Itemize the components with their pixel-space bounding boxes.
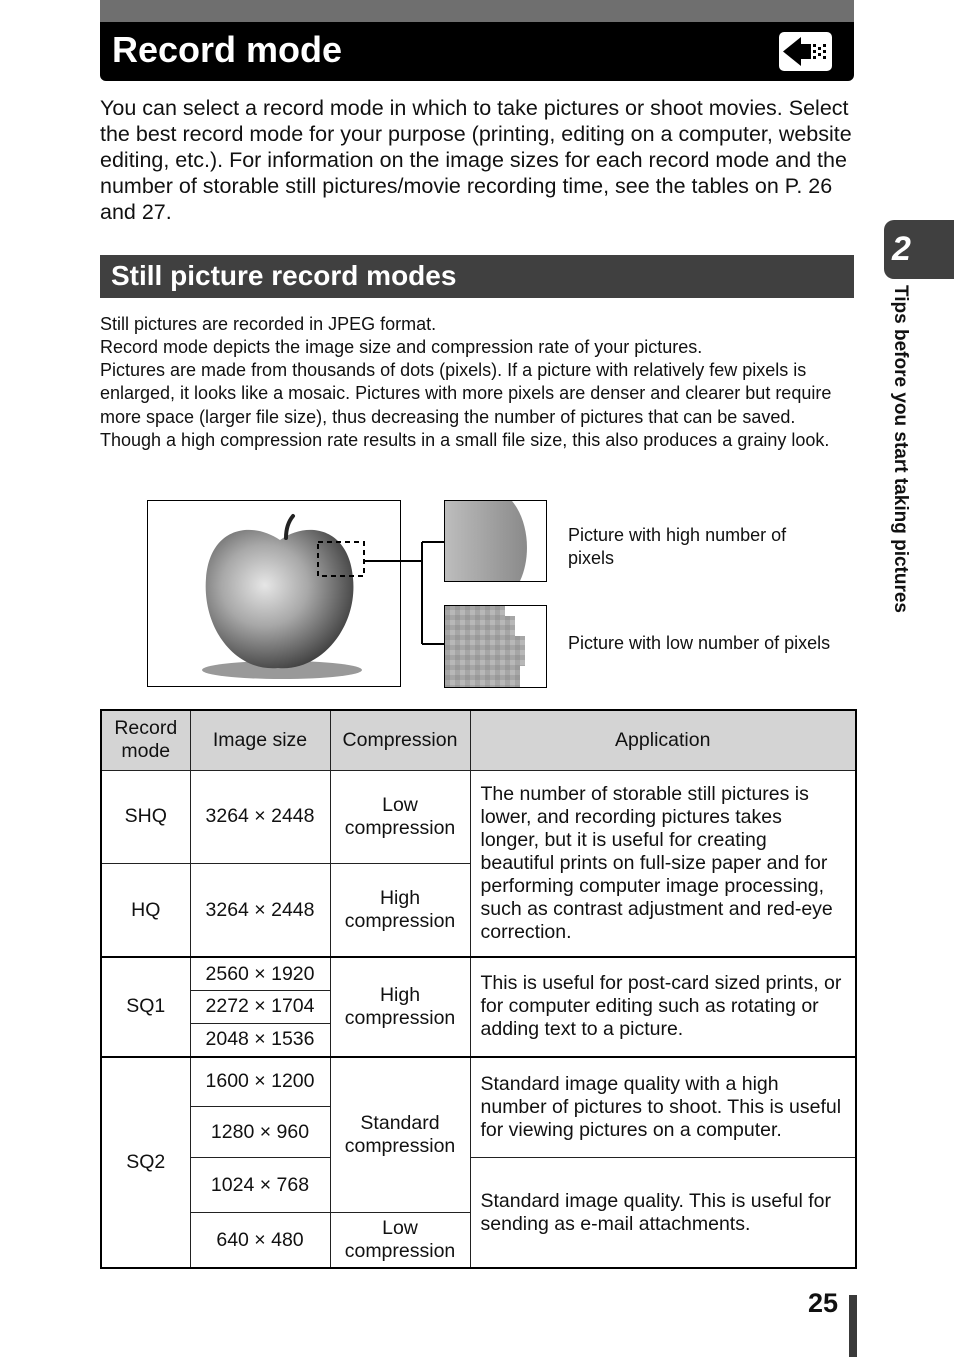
apple-body (206, 530, 354, 668)
cell-application: Standard image quality with a high number of pictures to shoot. This is useful for viewing pictures on a computer. (470, 1057, 856, 1158)
cell-size: 2560 × 1920 (190, 957, 330, 990)
label-low-pixels: Picture with low number of pixels (568, 633, 831, 653)
page-number-rule (849, 1295, 857, 1357)
body-paragraph-jpeg: Still pictures are recorded in JPEG format. (100, 314, 437, 334)
cell-compression: Standard compression (330, 1057, 470, 1213)
cell-size: 3264 × 2448 (190, 863, 330, 957)
body-paragraph-record-mode: Record mode depicts the image size and compression rate of your pictures. (100, 337, 703, 357)
cell-size: 2272 × 1704 (190, 990, 330, 1023)
apple-shadow (202, 661, 362, 679)
cell-application: This is useful for post-card sized prints, or for computer editing such as rotating or adding text to a picture. (470, 957, 856, 1056)
intro-paragraph: You can select a record mode in which to take pictures or shoot movies. Select the best record mode for your purpose (printing, editing on a computer, website editing, etc.). For information on the image sizes for each record mode and the number of storable still pictures/movie recording time, see the tables on P. 26 and 27. (100, 96, 852, 224)
chapter-tab (884, 220, 954, 279)
cell-mode: SQ1 (101, 957, 190, 1056)
cell-size: 3264 × 2448 (190, 770, 330, 863)
cell-mode: SHQ (101, 770, 190, 863)
cell-compression: High compression (330, 957, 470, 1056)
title-bar (100, 22, 854, 81)
cell-compression: Low compression (330, 1213, 470, 1268)
record-mode-icon (779, 32, 832, 71)
label-high-pixels: Picture with high number of pixels (568, 525, 787, 568)
cell-mode: SQ2 (101, 1057, 190, 1268)
chapter-label-text: Tips before you start taking pictures (890, 285, 911, 614)
record-mode-table (100, 709, 857, 1269)
header-compression: Compression (330, 710, 470, 770)
table-row-shq (101, 770, 856, 863)
title-top-band (100, 0, 854, 22)
zoom-region-marker (318, 542, 364, 576)
cell-size: 640 × 480 (190, 1213, 330, 1268)
body-paragraph-pixels: Pictures are made from thousands of dots (pixels). If a picture with relatively few pixels is enlarged, it looks like a mosaic. Pictures with more pixels are denser and clearer but require more space (larger file size), thus decreasing the number of pictures that can be saved. Though a high compression rate results in a small file size, this also produces a grainy look. (100, 360, 832, 451)
header-image-size: Image size (190, 710, 330, 770)
page-number: 25 (808, 1288, 839, 1318)
table-row-sq2 (101, 1057, 856, 1107)
table-row-sq2 (101, 1158, 856, 1213)
page-title: Record mode (112, 29, 343, 70)
cell-size: 2048 × 1536 (190, 1023, 330, 1056)
table-header-row (101, 710, 856, 770)
cell-size: 1280 × 960 (190, 1107, 330, 1158)
cell-application: Standard image quality. This is useful for sending as e-mail attachments. (470, 1158, 856, 1268)
chapter-number: 2 (892, 230, 911, 268)
cell-compression: High compression (330, 863, 470, 957)
section-title: Still picture record modes (111, 260, 457, 291)
chapter-label (885, 285, 915, 695)
low-pixel-crop (445, 606, 546, 687)
apple-stem (286, 516, 293, 538)
section-heading-bar (100, 255, 854, 298)
cell-compression: Low compression (330, 770, 470, 863)
apple-photo-frame (148, 501, 401, 687)
high-pixel-crop (445, 501, 546, 581)
header-application: Application (470, 710, 856, 770)
header-record-mode: Record mode (101, 710, 190, 770)
cell-mode: HQ (101, 863, 190, 957)
cell-application: The number of storable still pictures is lower, and recording pictures takes longer, but it is useful for creating beautiful prints on full-size paper and for performing computer image processing, such as contrast adjustment and red-eye correction. (470, 770, 856, 957)
cell-size: 1600 × 1200 (190, 1057, 330, 1107)
cell-size: 1024 × 768 (190, 1158, 330, 1213)
table-row-sq1 (101, 957, 856, 990)
